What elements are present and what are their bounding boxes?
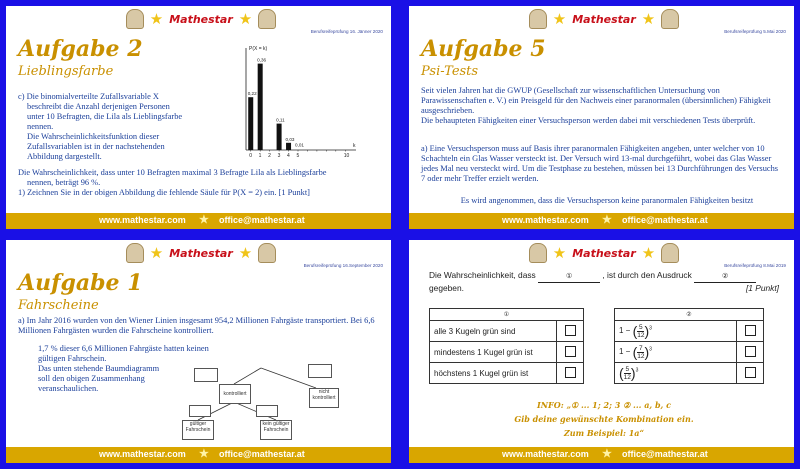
- question-line: nennen, beträgt 96 %.: [27, 178, 101, 187]
- options-table-1: [429, 308, 584, 384]
- task-title: Aufgabe 5: [421, 36, 546, 62]
- star-icon: ★: [641, 243, 656, 262]
- option-b-expression: 1 − ( $\frac{7}{12})^3$: [615, 342, 737, 363]
- task-title: Aufgabe 2: [18, 36, 143, 62]
- intro-paragraph: Die behaupteten Fähigkeiten einer Versuchsperson werden dabei mit verschiedenen Tests überprüft.: [421, 116, 756, 125]
- slide-multiple-choice[interactable]: [409, 240, 794, 463]
- slide-footer: [6, 447, 391, 463]
- data-label-0: 0,22: [247, 91, 257, 97]
- task-title: Aufgabe 1: [18, 270, 143, 296]
- wizard-icon: [529, 243, 547, 263]
- website-link[interactable]: www.mathestar.com: [502, 215, 589, 225]
- star-icon: ★: [602, 214, 612, 226]
- exam-date: Berufsreifeprüfung 16. Jänner 2020: [310, 29, 383, 34]
- task-subtitle: Psi-Tests: [421, 64, 479, 79]
- star-icon: ★: [552, 9, 567, 28]
- star-icon: ★: [199, 214, 209, 226]
- bar-0: [248, 97, 253, 150]
- task-subtitle: Lieblingsfarbe: [18, 64, 114, 79]
- question-line: Die Wahrscheinlichkeit, dass unter 10 Befragten maximal 3 Befragte Lila als Lieblingsfarbe: [18, 168, 327, 177]
- intro-paragraph: Seit vielen Jahren hat die GWUP (Gesellschaft zur wissenschaftlichen Untersuchung von Parawissenschaften e. V.) ein Preisgeld für den Nachweis einer paranormalen (übersinnlichen) Fähigkeit ausgeschrieben.: [421, 86, 771, 115]
- body-line: c) Die binomialverteilte Zufallsvariable X: [18, 92, 159, 101]
- tree-blank-box[interactable]: [256, 405, 278, 417]
- mathestar-logo: ★ Mathestar ★: [116, 8, 286, 30]
- slide-aufgabe-5[interactable]: [409, 6, 794, 229]
- option-b-checkbox[interactable]: [745, 346, 756, 357]
- info-text: Zum Beispiel: 1a“: [563, 428, 645, 438]
- star-icon: ★: [149, 243, 164, 262]
- data-label-1: 0,36: [257, 57, 267, 63]
- points-label: [1 Punkt]: [745, 283, 779, 293]
- info-text: INFO: „① ... 1; 2; 3 ② ... a, b, c: [537, 400, 671, 410]
- body-line: unter 10 Befragten, die Lila als Lieblingsfarbe: [27, 112, 183, 121]
- bar-1: [258, 64, 263, 150]
- tick-label-1: 1: [258, 153, 262, 159]
- assumption-text: Es wird angenommen, dass die Versuchsperson keine paranormalen Fähigkeiten besitzt: [460, 196, 754, 205]
- tree-node-nicht-kontrolliert: nicht kontrolliert: [309, 388, 339, 408]
- tick-label-3: 3: [277, 153, 281, 159]
- star-icon: ★: [149, 9, 164, 28]
- option-2-checkbox[interactable]: [565, 346, 576, 357]
- info-text: Gib deine gewünschte Kombination ein.: [514, 414, 694, 424]
- exam-date: Berufsreifeprüfung 16.September 2020: [303, 263, 383, 268]
- wizard-icon: [126, 243, 144, 263]
- option-1-checkbox[interactable]: [565, 325, 576, 336]
- body-line: beschreibt die Anzahl derjenigen Personen: [27, 102, 170, 111]
- email-link[interactable]: office@mathestar.at: [622, 215, 708, 225]
- data-label-3: 0,11: [276, 117, 285, 123]
- slide-footer: [409, 447, 794, 463]
- y-axis-label: P(X = k): [249, 46, 268, 52]
- mathestar-logo: ★ Mathestar ★: [519, 242, 689, 264]
- email-link[interactable]: office@mathestar.at: [622, 449, 708, 459]
- wizard-icon: [126, 9, 144, 29]
- tick-label-0: 0: [249, 153, 253, 159]
- exam-date: Berufsreifeprüfung 8.Mai 2019: [724, 263, 786, 268]
- star-icon: ★: [641, 9, 656, 28]
- option-3-label: höchstens 1 Kugel grün ist: [430, 363, 557, 384]
- option-3-checkbox[interactable]: [565, 367, 576, 378]
- slide-footer: [409, 213, 794, 229]
- body-line: nennen.: [27, 122, 54, 131]
- body-line: veranschaulichen.: [38, 384, 99, 393]
- tick-label-10: 10: [343, 153, 350, 159]
- slide-footer: [6, 213, 391, 229]
- email-link[interactable]: office@mathestar.at: [219, 215, 305, 225]
- body-line: Das unten stehende Baumdiagramm: [38, 364, 160, 373]
- wizard-icon: [661, 243, 679, 263]
- bar-3: [277, 124, 282, 150]
- wizard-icon: [661, 9, 679, 29]
- body-line: Zufallsvariablen ist in der nachstehenden: [27, 142, 165, 151]
- star-icon: ★: [238, 243, 253, 262]
- data-label-5: 0,01: [295, 142, 304, 148]
- task-paragraph: a) Im Jahr 2016 wurden von den Wiener Linien insgesamt 954,2 Millionen Fahrgäste transportiert. Bei 6,6 Millionen Fahrgästen wurden die Fahrscheine kontrolliert.: [18, 316, 375, 335]
- task-paragraph: a) Eine Versuchsperson muss auf Basis ihrer paranormalen Fähigkeiten angeben, unter welcher von 10 Schachteln ein Glas Wasser versteckt ist. Der Versuch wird 13-mal durchgeführt, wobei das Glas Wasser jedes Mal neu versteckt wird. Um die Testphase zu bestehen, müssen bei 13 Durchführungen des Versuchs 7 oder mehr Treffer erzielt werden.: [421, 144, 779, 183]
- tick-label-4: 4: [287, 153, 290, 159]
- blank-2: ②: [694, 271, 756, 283]
- option-c-checkbox[interactable]: [745, 367, 756, 378]
- wizard-icon: [258, 9, 276, 29]
- slide-aufgabe-1[interactable]: [6, 240, 391, 463]
- slide-header: [409, 240, 794, 266]
- task-body: [18, 92, 228, 162]
- website-link[interactable]: www.mathestar.com: [99, 215, 186, 225]
- mathestar-logo: ★ Mathestar ★: [519, 8, 689, 30]
- wizard-icon: [258, 243, 276, 263]
- star-icon: ★: [552, 243, 567, 262]
- task-subtitle: Fahrscheine: [18, 298, 99, 313]
- option-1-label: alle 3 Kugeln grün sind: [430, 321, 557, 342]
- tree-node-kontrolliert: kontrolliert: [219, 384, 251, 404]
- data-label-4: 0,03: [285, 136, 295, 142]
- bar-4: [286, 143, 291, 150]
- star-icon: ★: [199, 448, 209, 460]
- star-icon: ★: [238, 9, 253, 28]
- tick-label-5: 5: [296, 153, 300, 159]
- options-table-2: [614, 308, 764, 384]
- star-icon: ★: [602, 448, 612, 460]
- x-axis-label: k: [353, 143, 356, 149]
- wizard-icon: [529, 9, 547, 29]
- body-line: 1,7 % dieser 6,6 Millionen Fahrgäste hatten keinen gültigen Fahrschein.: [38, 344, 209, 363]
- option-a-checkbox[interactable]: [745, 325, 756, 336]
- column-header: ②: [615, 309, 764, 321]
- option-a-expression: 1 − ( $\frac{5}{12})^3$: [615, 321, 737, 342]
- tree-blank-box[interactable]: [308, 364, 332, 378]
- exam-date: Berufsreifeprüfung 5.Mai 2020: [724, 29, 786, 34]
- slide-header: [6, 240, 391, 266]
- body-line: soll den obigen Zusammenhang: [38, 374, 145, 383]
- email-link[interactable]: office@mathestar.at: [219, 449, 305, 459]
- slide-header: [6, 6, 391, 32]
- option-2-label: mindestens 1 Kugel grün ist: [430, 342, 557, 363]
- column-header: ①: [430, 309, 584, 321]
- tree-blank-box[interactable]: [194, 368, 218, 382]
- mathestar-logo: ★ Mathestar ★: [116, 242, 286, 264]
- task-question: [18, 168, 388, 198]
- question-text: Die Wahrscheinlichkeit, dass ① , ist durch den Ausdruck ② gegeben. [1 Punkt]: [429, 270, 779, 293]
- tree-blank-box[interactable]: [189, 405, 211, 417]
- website-link[interactable]: www.mathestar.com: [502, 449, 589, 459]
- website-link[interactable]: www.mathestar.com: [99, 449, 186, 459]
- probability-bar-chart: [232, 42, 357, 162]
- slide-header: [409, 6, 794, 32]
- blank-1: ①: [538, 271, 600, 283]
- tree-leaf-kein-gueltig: kein gültiger Fahrschein: [260, 420, 292, 440]
- tick-label-2: 2: [268, 153, 271, 159]
- option-c-expression: ( $\frac{5}{12})^3$: [615, 363, 737, 384]
- question-line: 1) Zeichnen Sie in der obigen Abbildung die fehlende Säule für P(X = 2) ein. [1 Punkt]: [18, 188, 310, 197]
- body-line: Abbildung dargestellt.: [27, 152, 102, 161]
- tree-leaf-gueltig: gültiger Fahrschein: [182, 420, 214, 440]
- body-line: Die Wahrscheinlichkeitsfunktion dieser: [27, 132, 160, 141]
- slide-aufgabe-2[interactable]: [6, 6, 391, 229]
